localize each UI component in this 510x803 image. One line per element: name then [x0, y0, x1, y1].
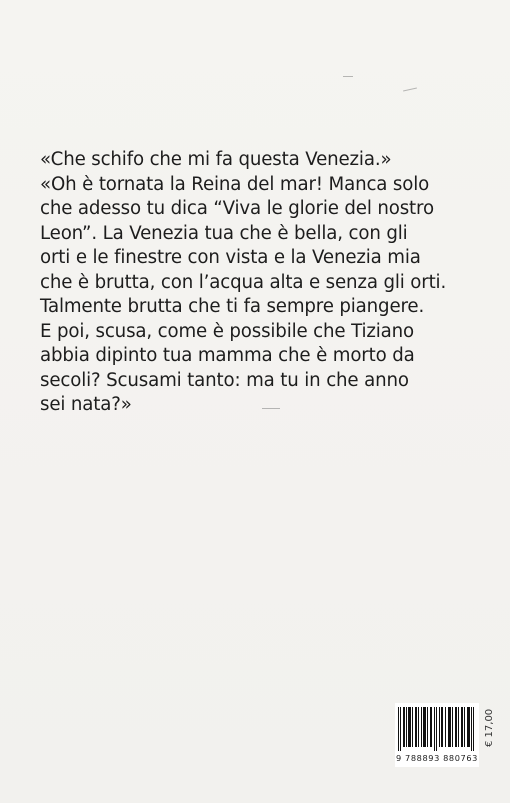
text-line: sei nata?» — [40, 394, 132, 415]
text-line: E poi, scusa, come è possibile che Tiziano — [40, 320, 415, 342]
text-line: abbia dipinto tua mamma che è morto da — [40, 345, 415, 366]
text-line: Talmente brutta che ti fa sempre piangere. — [40, 296, 425, 317]
text-line: orti e le finestre con vista e la Venezia mia — [40, 247, 421, 268]
isbn-barcode — [395, 703, 479, 767]
text-line: Leon”. La Venezia tua che è bella, con gli — [40, 222, 408, 244]
barcode-bars — [395, 705, 479, 751]
paper-speck — [343, 76, 353, 77]
paper-speck — [403, 88, 417, 92]
text-line: «Che schifo che mi fa questa Venezia.» — [40, 149, 392, 170]
text-line: secoli? Scusami tanto: ma tu in che anno — [40, 369, 409, 391]
text-line: che è brutta, con l’acqua alta e senza gli orti. — [40, 271, 447, 293]
text-line: che adesso tu dica “Viva le glorie del nostro — [40, 198, 434, 219]
text-line: «Oh è tornata la Reina del mar! Manca solo — [40, 173, 430, 195]
quote-text — [40, 148, 480, 418]
isbn-digits: 9 788893 880763 — [396, 753, 478, 763]
price-label: € 17,00 — [484, 708, 495, 748]
